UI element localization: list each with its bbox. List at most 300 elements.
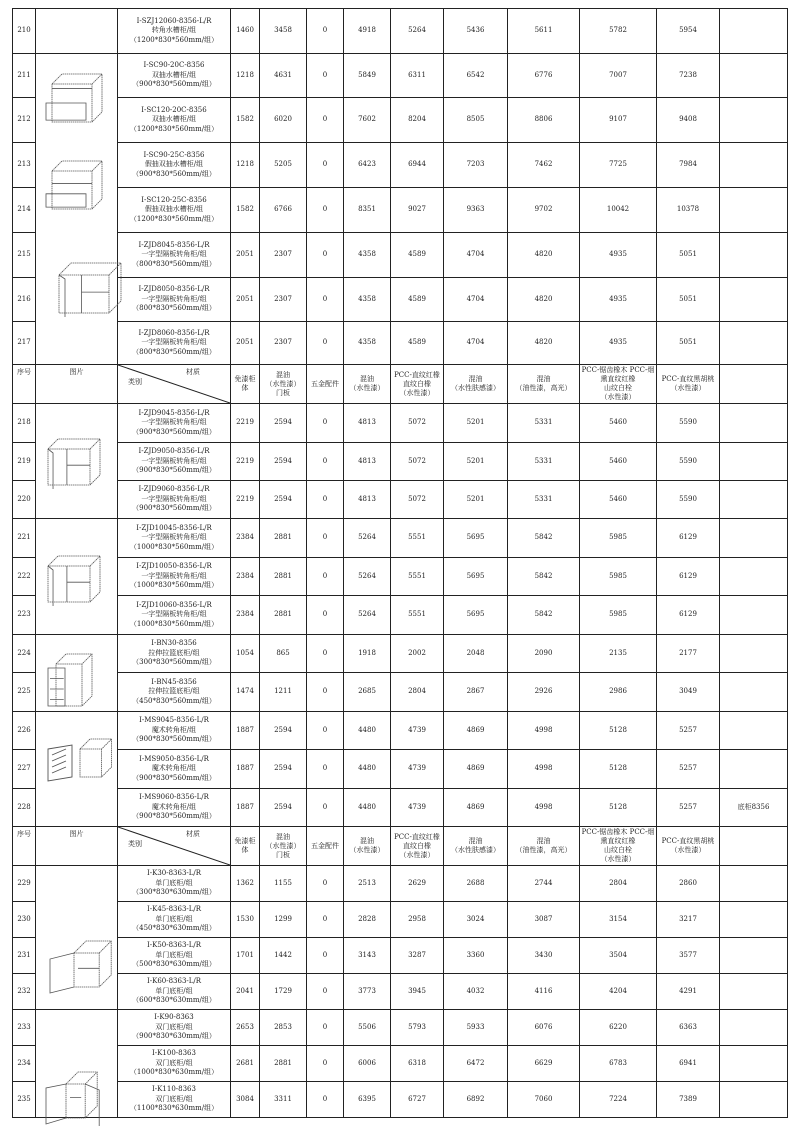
header-line: 门板 bbox=[276, 388, 290, 397]
product-code: I-MS9050-8356-L/R bbox=[139, 754, 209, 763]
product-name: 一字型隔板转角柜/组 bbox=[141, 533, 207, 542]
header-line: 直纹白橡 bbox=[403, 379, 431, 388]
row-note bbox=[720, 673, 788, 712]
table-row bbox=[13, 481, 788, 519]
price-pcc-walnut: 3217 bbox=[657, 902, 720, 938]
header-line: 混油 bbox=[360, 375, 374, 383]
row-note bbox=[720, 596, 788, 635]
price-pcc-smoked: 2804 bbox=[580, 866, 657, 902]
header-category: 类别 bbox=[128, 378, 142, 386]
price-pcc-smoked: 7224 bbox=[580, 1082, 657, 1118]
header-line: （水性漆） bbox=[349, 384, 385, 392]
fake-drawer-sink-cabinet-icon bbox=[18, 157, 108, 221]
price-pcc-walnut: 7238 bbox=[657, 54, 720, 98]
header-line: （油性漆，高光） bbox=[515, 846, 572, 854]
product-code: I-MS9045-8356-L/R bbox=[139, 716, 209, 725]
price-door: 2881 bbox=[260, 519, 307, 558]
price-mixed-oil: 6006 bbox=[344, 1046, 391, 1082]
price-body: 2051 bbox=[231, 233, 260, 278]
price-mixed-oil: 1918 bbox=[344, 635, 391, 673]
price-pcc-walnut: 5257 bbox=[657, 712, 720, 750]
header-line: 免漆柜 bbox=[234, 375, 256, 383]
product-name: 单门底柜/组 bbox=[155, 914, 193, 923]
row-seq: 220 bbox=[13, 481, 36, 519]
price-mixed-oil: 5506 bbox=[344, 1010, 391, 1046]
row-seq: 213 bbox=[13, 143, 36, 188]
price-body: 1887 bbox=[231, 789, 260, 827]
price-body: 2051 bbox=[231, 322, 260, 365]
product-name-cell bbox=[118, 1046, 231, 1082]
product-name-cell bbox=[118, 558, 231, 596]
header-row bbox=[13, 365, 788, 404]
product-size: （900*830*560mm/组） bbox=[132, 812, 216, 821]
product-name: 单门底柜/组 bbox=[155, 986, 193, 995]
table-row bbox=[13, 404, 788, 443]
row-note bbox=[720, 712, 788, 750]
table-row bbox=[13, 789, 788, 827]
price-pcc-oak: 4589 bbox=[391, 233, 444, 278]
price-body: 2051 bbox=[231, 278, 260, 322]
product-name-cell bbox=[118, 673, 231, 712]
price-mixed-oil: 3143 bbox=[344, 938, 391, 974]
price-skin-feel: 6472 bbox=[444, 1046, 508, 1082]
price-door: 4631 bbox=[260, 54, 307, 98]
product-name-cell bbox=[118, 143, 231, 188]
table-row bbox=[13, 938, 788, 974]
product-code: I-SZJ12060-8356-L/R bbox=[136, 16, 212, 25]
price-door: 865 bbox=[260, 635, 307, 673]
product-name: 双抽水槽柜/组 bbox=[151, 70, 197, 79]
price-door: 6020 bbox=[260, 98, 307, 143]
product-size: （450*830*560mm/组） bbox=[132, 696, 216, 705]
product-name-cell bbox=[118, 596, 231, 635]
product-size: （1200*830*560mm/组） bbox=[129, 35, 219, 44]
row-note bbox=[720, 1010, 788, 1046]
price-gloss: 2090 bbox=[508, 635, 580, 673]
price-door: 1211 bbox=[260, 673, 307, 712]
price-hardware: 0 bbox=[307, 938, 344, 974]
price-pcc-oak: 5072 bbox=[391, 443, 444, 481]
header-col-hardware bbox=[307, 365, 344, 404]
row-note bbox=[720, 635, 788, 673]
price-skin-feel: 5695 bbox=[444, 596, 508, 635]
price-skin-feel: 4869 bbox=[444, 789, 508, 827]
price-hardware: 0 bbox=[307, 322, 344, 365]
price-skin-feel: 5436 bbox=[444, 9, 508, 54]
price-door: 3311 bbox=[260, 1082, 307, 1118]
price-pcc-oak: 5793 bbox=[391, 1010, 444, 1046]
price-hardware: 0 bbox=[307, 1046, 344, 1082]
product-code: I-ZJD10050-8356-L/R bbox=[136, 562, 212, 571]
header-line: 直纹白橡 bbox=[403, 841, 431, 850]
product-name-cell bbox=[118, 481, 231, 519]
price-mixed-oil: 4813 bbox=[344, 443, 391, 481]
table-row bbox=[13, 866, 788, 902]
price-pcc-walnut: 5257 bbox=[657, 789, 720, 827]
table-row bbox=[13, 974, 788, 1010]
product-size: （800*830*560mm/组） bbox=[132, 304, 216, 313]
product-name: 双门底柜/组 bbox=[155, 1058, 193, 1067]
price-pcc-oak: 5264 bbox=[391, 9, 444, 54]
product-size: （1000*830*560mm/组） bbox=[129, 581, 219, 590]
price-skin-feel: 5695 bbox=[444, 558, 508, 596]
header-line: （水性漆） bbox=[399, 850, 435, 859]
drawer-sink-cabinet-icon bbox=[18, 70, 108, 134]
product-name: 一字型隔板转角柜/组 bbox=[141, 571, 207, 580]
price-pcc-oak: 2804 bbox=[391, 673, 444, 712]
price-pcc-smoked: 5985 bbox=[580, 596, 657, 635]
product-name-cell bbox=[118, 404, 231, 443]
price-pcc-oak: 6944 bbox=[391, 143, 444, 188]
price-gloss: 2926 bbox=[508, 673, 580, 712]
price-skin-feel: 2688 bbox=[444, 866, 508, 902]
header-line: （水性漆） bbox=[349, 846, 385, 854]
product-size: （1000*830*560mm/组） bbox=[129, 542, 219, 551]
price-body: 1530 bbox=[231, 902, 260, 938]
product-name: 拉伸拉篮底柜/组 bbox=[148, 648, 200, 657]
price-pcc-smoked: 5460 bbox=[580, 404, 657, 443]
price-mixed-oil: 4813 bbox=[344, 481, 391, 519]
price-gloss: 5331 bbox=[508, 443, 580, 481]
price-hardware: 0 bbox=[307, 481, 344, 519]
price-skin-feel: 4032 bbox=[444, 974, 508, 1010]
row-note bbox=[720, 750, 788, 789]
price-pcc-oak: 4589 bbox=[391, 278, 444, 322]
price-mixed-oil: 5264 bbox=[344, 596, 391, 635]
price-hardware: 0 bbox=[307, 443, 344, 481]
price-door: 2594 bbox=[260, 404, 307, 443]
row-seq: 216 bbox=[13, 278, 36, 322]
header-line: PCC-直纹红橡 bbox=[394, 832, 440, 841]
price-gloss: 6076 bbox=[508, 1010, 580, 1046]
row-seq: 233 bbox=[13, 1010, 36, 1046]
header-line: 熏直纹红橡 bbox=[600, 837, 636, 845]
price-door: 2594 bbox=[260, 789, 307, 827]
header-col-p6 bbox=[657, 365, 720, 404]
price-pcc-smoked: 5985 bbox=[580, 558, 657, 596]
header-seq: 序号 bbox=[13, 365, 36, 404]
row-seq: 219 bbox=[13, 443, 36, 481]
header-col-p2 bbox=[391, 827, 444, 866]
price-body: 2219 bbox=[231, 443, 260, 481]
header-col-body bbox=[231, 827, 260, 866]
price-body: 1701 bbox=[231, 938, 260, 974]
price-hardware: 0 bbox=[307, 98, 344, 143]
header-line: 体 bbox=[241, 384, 249, 392]
price-body: 2041 bbox=[231, 974, 260, 1010]
price-hardware: 0 bbox=[307, 866, 344, 902]
price-pcc-walnut: 5590 bbox=[657, 443, 720, 481]
row-seq: 222 bbox=[13, 558, 36, 596]
price-door: 2307 bbox=[260, 322, 307, 365]
product-code: I-K90-8363 bbox=[154, 1013, 194, 1022]
header-line: 五金配件 bbox=[311, 841, 339, 850]
product-size: （1000*830*630mm/组） bbox=[129, 1068, 219, 1077]
price-mixed-oil: 7602 bbox=[344, 98, 391, 143]
row-note bbox=[720, 233, 788, 278]
table-row bbox=[13, 673, 788, 712]
price-pcc-oak: 3287 bbox=[391, 938, 444, 974]
price-door: 5205 bbox=[260, 143, 307, 188]
product-name: 一字型隔板转角柜/组 bbox=[141, 338, 207, 347]
product-name: 拉伸拉篮底柜/组 bbox=[148, 687, 200, 696]
price-mixed-oil: 5264 bbox=[344, 519, 391, 558]
product-name: 一字型隔板转角柜/组 bbox=[141, 294, 207, 303]
header-col-p6 bbox=[657, 827, 720, 866]
row-seq: 231 bbox=[13, 938, 36, 974]
row-seq: 226 bbox=[13, 712, 36, 750]
product-name: 一字型隔板转角柜/组 bbox=[141, 418, 207, 427]
price-skin-feel: 4704 bbox=[444, 278, 508, 322]
product-size: （900*830*630mm/组） bbox=[132, 1032, 216, 1041]
price-pcc-oak: 8204 bbox=[391, 98, 444, 143]
row-note bbox=[720, 938, 788, 974]
product-name: 单门底柜/组 bbox=[155, 950, 193, 959]
price-door: 2853 bbox=[260, 1010, 307, 1046]
price-body: 1582 bbox=[231, 98, 260, 143]
price-door: 1299 bbox=[260, 902, 307, 938]
price-gloss: 5331 bbox=[508, 404, 580, 443]
header-category-material bbox=[118, 827, 231, 866]
price-skin-feel: 5201 bbox=[444, 404, 508, 443]
row-seq: 218 bbox=[13, 404, 36, 443]
product-code: I-ZJD8050-8356-L/R bbox=[138, 285, 210, 294]
product-code: I-K45-8363-L/R bbox=[146, 905, 202, 914]
header-line: （水性漆） bbox=[600, 393, 636, 401]
header-line: PCC-直纹红橡 bbox=[394, 370, 440, 379]
price-body: 2384 bbox=[231, 558, 260, 596]
row-seq: 230 bbox=[13, 902, 36, 938]
header-row bbox=[13, 827, 788, 866]
price-pcc-smoked: 4204 bbox=[580, 974, 657, 1010]
table-row bbox=[13, 635, 788, 673]
price-mixed-oil: 4480 bbox=[344, 712, 391, 750]
price-door: 1155 bbox=[260, 866, 307, 902]
price-pcc-oak: 6318 bbox=[391, 1046, 444, 1082]
product-name: 转角水槽柜/组 bbox=[151, 26, 197, 35]
header-col-p3 bbox=[444, 365, 508, 404]
price-gloss: 6776 bbox=[508, 54, 580, 98]
price-door: 6766 bbox=[260, 188, 307, 233]
product-size: （1000*830*560mm/组） bbox=[129, 619, 219, 628]
header-line: 混油 bbox=[276, 370, 290, 379]
product-code: I-SC90-25C-8356 bbox=[143, 150, 205, 159]
price-pcc-walnut: 2177 bbox=[657, 635, 720, 673]
row-note bbox=[720, 188, 788, 233]
header-col-p5 bbox=[580, 365, 657, 404]
price-hardware: 0 bbox=[307, 635, 344, 673]
row-note bbox=[720, 558, 788, 596]
product-name: 魔术转角柜/组 bbox=[151, 802, 197, 811]
price-gloss: 4820 bbox=[508, 322, 580, 365]
product-size: （300*830*630mm/组） bbox=[132, 888, 216, 897]
price-pcc-walnut: 6129 bbox=[657, 558, 720, 596]
header-line: 熏直纹红橡 bbox=[600, 375, 636, 383]
single-door-cabinet-icon bbox=[40, 937, 128, 999]
product-code: I-BN45-8356 bbox=[151, 677, 197, 686]
header-line: PCC-直纹黑胡桃 bbox=[661, 375, 715, 383]
product-name: 双门底柜/组 bbox=[155, 1022, 193, 1031]
row-note: 底柜8356 bbox=[720, 789, 788, 827]
price-mixed-oil: 2685 bbox=[344, 673, 391, 712]
price-mixed-oil: 3773 bbox=[344, 974, 391, 1010]
price-gloss: 5331 bbox=[508, 481, 580, 519]
price-pcc-oak: 2629 bbox=[391, 866, 444, 902]
price-body: 2653 bbox=[231, 1010, 260, 1046]
price-hardware: 0 bbox=[307, 188, 344, 233]
product-size: （1200*830*560mm/组） bbox=[129, 214, 219, 223]
header-line: 山纹白栓 bbox=[604, 384, 632, 392]
product-size: （900*830*560mm/组） bbox=[132, 427, 216, 436]
price-body: 1362 bbox=[231, 866, 260, 902]
header-note bbox=[720, 365, 788, 404]
price-hardware: 0 bbox=[307, 974, 344, 1010]
header-line: PCC-直纹黑胡桃 bbox=[661, 837, 715, 845]
price-gloss: 8806 bbox=[508, 98, 580, 143]
product-name: 一字型隔板转角柜/组 bbox=[141, 250, 207, 259]
price-gloss: 3087 bbox=[508, 902, 580, 938]
product-code: I-SC120-20C-8356 bbox=[141, 105, 207, 114]
price-pcc-smoked: 3154 bbox=[580, 902, 657, 938]
row-note bbox=[720, 54, 788, 98]
row-note bbox=[720, 1082, 788, 1118]
header-col-p4 bbox=[508, 365, 580, 404]
table-row bbox=[13, 143, 788, 188]
price-gloss: 5611 bbox=[508, 9, 580, 54]
product-name-cell bbox=[118, 635, 231, 673]
price-pcc-smoked: 4935 bbox=[580, 278, 657, 322]
price-skin-feel: 2867 bbox=[444, 673, 508, 712]
price-body: 2384 bbox=[231, 519, 260, 558]
row-note bbox=[720, 481, 788, 519]
price-door: 2594 bbox=[260, 443, 307, 481]
price-mixed-oil: 5849 bbox=[344, 54, 391, 98]
table-row bbox=[13, 1010, 788, 1046]
price-mixed-oil: 4358 bbox=[344, 233, 391, 278]
price-pcc-oak: 2958 bbox=[391, 902, 444, 938]
price-body: 1054 bbox=[231, 635, 260, 673]
price-body: 2219 bbox=[231, 404, 260, 443]
price-mixed-oil: 6423 bbox=[344, 143, 391, 188]
price-pcc-oak: 5072 bbox=[391, 481, 444, 519]
header-col-door bbox=[260, 827, 307, 866]
price-skin-feel: 6542 bbox=[444, 54, 508, 98]
product-name-cell bbox=[118, 712, 231, 750]
row-note bbox=[720, 404, 788, 443]
header-line: 五金配件 bbox=[311, 379, 339, 388]
price-skin-feel: 5201 bbox=[444, 481, 508, 519]
price-pcc-smoked: 10042 bbox=[580, 188, 657, 233]
price-mixed-oil: 6395 bbox=[344, 1082, 391, 1118]
price-door: 1442 bbox=[260, 938, 307, 974]
row-seq: 217 bbox=[13, 322, 36, 365]
header-line: 混油 bbox=[468, 375, 483, 383]
price-door: 2307 bbox=[260, 233, 307, 278]
product-name: 魔术转角柜/组 bbox=[151, 764, 197, 773]
table-row bbox=[13, 1082, 788, 1118]
price-pcc-smoked: 6783 bbox=[580, 1046, 657, 1082]
table-row bbox=[13, 9, 788, 54]
product-name: 假抽双抽水槽柜/组 bbox=[144, 205, 204, 214]
table-row bbox=[13, 519, 788, 558]
header-category: 类别 bbox=[128, 840, 142, 848]
price-gloss: 5842 bbox=[508, 558, 580, 596]
header-line: 山纹白栓 bbox=[604, 846, 632, 854]
product-name-cell bbox=[118, 938, 231, 974]
header-col-p1 bbox=[344, 827, 391, 866]
price-pcc-oak: 4739 bbox=[391, 789, 444, 827]
header-line: （水性漆） bbox=[670, 846, 706, 854]
header-line: （油性漆，高光） bbox=[515, 384, 572, 392]
price-pcc-smoked: 6220 bbox=[580, 1010, 657, 1046]
price-hardware: 0 bbox=[307, 233, 344, 278]
price-pcc-oak: 9027 bbox=[391, 188, 444, 233]
product-name-cell bbox=[118, 188, 231, 233]
table-row bbox=[13, 54, 788, 98]
price-skin-feel: 4869 bbox=[444, 750, 508, 789]
price-gloss: 6629 bbox=[508, 1046, 580, 1082]
price-hardware: 0 bbox=[307, 596, 344, 635]
header-col-hardware bbox=[307, 827, 344, 866]
product-size: （1100*830*630mm/组） bbox=[129, 1104, 219, 1113]
row-seq: 211 bbox=[13, 54, 36, 98]
row-seq: 229 bbox=[13, 866, 36, 902]
price-pcc-walnut: 5590 bbox=[657, 481, 720, 519]
product-code: I-ZJD8045-8356-L/R bbox=[138, 240, 210, 249]
header-col-p5 bbox=[580, 827, 657, 866]
price-pcc-oak: 2002 bbox=[391, 635, 444, 673]
product-name-cell bbox=[118, 278, 231, 322]
product-code: I-ZJD8060-8356-L/R bbox=[138, 328, 210, 337]
price-skin-feel: 7203 bbox=[444, 143, 508, 188]
price-pcc-smoked: 5128 bbox=[580, 789, 657, 827]
row-seq: 234 bbox=[13, 1046, 36, 1082]
price-skin-feel: 6892 bbox=[444, 1082, 508, 1118]
price-pcc-smoked: 5985 bbox=[580, 519, 657, 558]
price-hardware: 0 bbox=[307, 750, 344, 789]
price-gloss: 9702 bbox=[508, 188, 580, 233]
magic-corner-cabinet-icon bbox=[46, 735, 132, 789]
price-pcc-walnut: 2860 bbox=[657, 866, 720, 902]
price-hardware: 0 bbox=[307, 712, 344, 750]
price-body: 1460 bbox=[231, 9, 260, 54]
product-code: I-SC90-20C-8356 bbox=[143, 61, 205, 70]
product-name-cell bbox=[118, 974, 231, 1010]
price-body: 3084 bbox=[231, 1082, 260, 1118]
price-gloss: 4998 bbox=[508, 750, 580, 789]
price-pcc-walnut: 6363 bbox=[657, 1010, 720, 1046]
header-line: 混油 bbox=[536, 837, 551, 845]
price-gloss: 4116 bbox=[508, 974, 580, 1010]
price-pcc-oak: 5551 bbox=[391, 558, 444, 596]
price-pcc-walnut: 5590 bbox=[657, 404, 720, 443]
header-line: （水性漆） bbox=[399, 388, 435, 397]
price-gloss: 5842 bbox=[508, 596, 580, 635]
price-hardware: 0 bbox=[307, 143, 344, 188]
header-line: （水性漆） bbox=[265, 841, 301, 850]
price-pcc-walnut: 5051 bbox=[657, 278, 720, 322]
row-seq: 210 bbox=[13, 9, 36, 54]
product-name-cell bbox=[118, 789, 231, 827]
product-size: （900*830*560mm/组） bbox=[132, 504, 216, 513]
product-name: 一字型隔板转角柜/组 bbox=[141, 456, 207, 465]
header-line: 混油 bbox=[276, 832, 290, 841]
price-gloss: 7462 bbox=[508, 143, 580, 188]
product-name: 双抽水槽柜/组 bbox=[151, 115, 197, 124]
product-code: I-ZJD10060-8356-L/R bbox=[136, 600, 212, 609]
price-hardware: 0 bbox=[307, 9, 344, 54]
price-skin-feel: 4869 bbox=[444, 712, 508, 750]
